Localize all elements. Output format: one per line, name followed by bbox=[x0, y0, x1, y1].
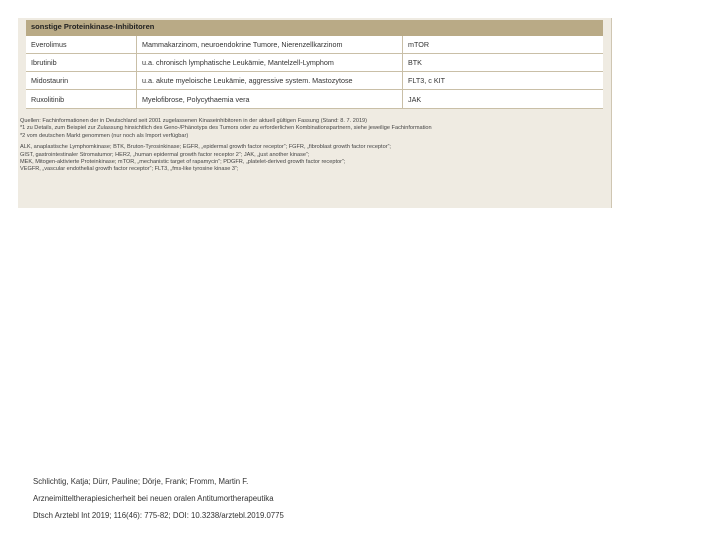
footnote-1: *1 zu Details, zum Beispiel zur Zulassung hinsichtlich des Geno-/Phänotyps des Tumors oder zu erforderlichen Kombinationspartnern, siehe jeweilige Fachinformation bbox=[20, 125, 432, 132]
target: JAK bbox=[403, 90, 604, 109]
table-row bbox=[26, 90, 603, 109]
target: mTOR bbox=[403, 36, 604, 54]
table-row bbox=[26, 36, 603, 54]
source-note: Quellen: Fachinformationen der in Deutschland seit 2001 zugelassenen Kinaseinhibitoren in der aktuell gültigen Fassung (Stand: 8. 7. 2019) bbox=[20, 118, 368, 124]
indication: u.a. akute myeloische Leukämie, aggressive system. Mastozytose bbox=[137, 72, 403, 90]
abbreviations-3: MEK, Mitogen-aktivierte Proteinkinase; mTOR, „mechanistic target of rapamycin“; PDGFR, „platelet-derived growth factor receptor“; bbox=[20, 159, 346, 166]
table-row bbox=[26, 72, 603, 90]
drug-name: Everolimus bbox=[26, 36, 137, 54]
citation-authors: Schlichtig, Katja; Dürr, Pauline; Dörje, Frank; Fromm, Martin F. bbox=[33, 477, 249, 486]
target: BTK bbox=[403, 54, 604, 72]
document-excerpt bbox=[18, 18, 612, 208]
abbreviations-1: ALK, anaplastische Lymphomkinase; BTK, Bruton-Tyrosinkinase; EGFR, „epidermal growth factor receptor“; FGFR, „fibroblast growth factor receptor“; bbox=[20, 144, 391, 151]
indication: u.a. chronisch lymphatische Leukämie, Mantelzell-Lymphom bbox=[137, 54, 403, 72]
table-header bbox=[26, 20, 603, 36]
drug-name: Ibrutinib bbox=[26, 54, 137, 72]
footnotes bbox=[20, 118, 608, 174]
citation-title: Arzneimitteltherapiesicherheit bei neuen oralen Antitumortherapeutika bbox=[33, 494, 274, 503]
citation bbox=[33, 473, 284, 524]
kinase-inhibitor-table bbox=[26, 36, 603, 109]
target: FLT3, c KIT bbox=[403, 72, 604, 90]
citation-reference: Dtsch Arztebl Int 2019; 116(46): 775-82; DOI: 10.3238/arztebl.2019.0775 bbox=[33, 511, 284, 520]
drug-name: Midostaurin bbox=[26, 72, 137, 90]
abbreviations-4: VEGFR, „vascular endothelial growth factor receptor“; FLT3, „fms-like tyrosine kinase 3“; bbox=[20, 166, 239, 173]
table-header-label: sonstige Proteinkinase-Inhibitoren bbox=[31, 22, 155, 31]
table-row bbox=[26, 54, 603, 72]
indication: Myelofibrose, Polycythaemia vera bbox=[137, 90, 403, 109]
indication: Mammakarzinom, neuroendokrine Tumore, Nierenzellkarzinom bbox=[137, 36, 403, 54]
footnote-2: *2 vom deutschen Markt genommen (nur noch als Import verfügbar) bbox=[20, 132, 189, 139]
abbreviations-2: GIST, gastrointestinaler Stromatumor; HER2, „human epidermal growth factor receptor 2“; JAK, „just another kinase“; bbox=[20, 151, 310, 158]
drug-name: Ruxolitinib bbox=[26, 90, 137, 109]
